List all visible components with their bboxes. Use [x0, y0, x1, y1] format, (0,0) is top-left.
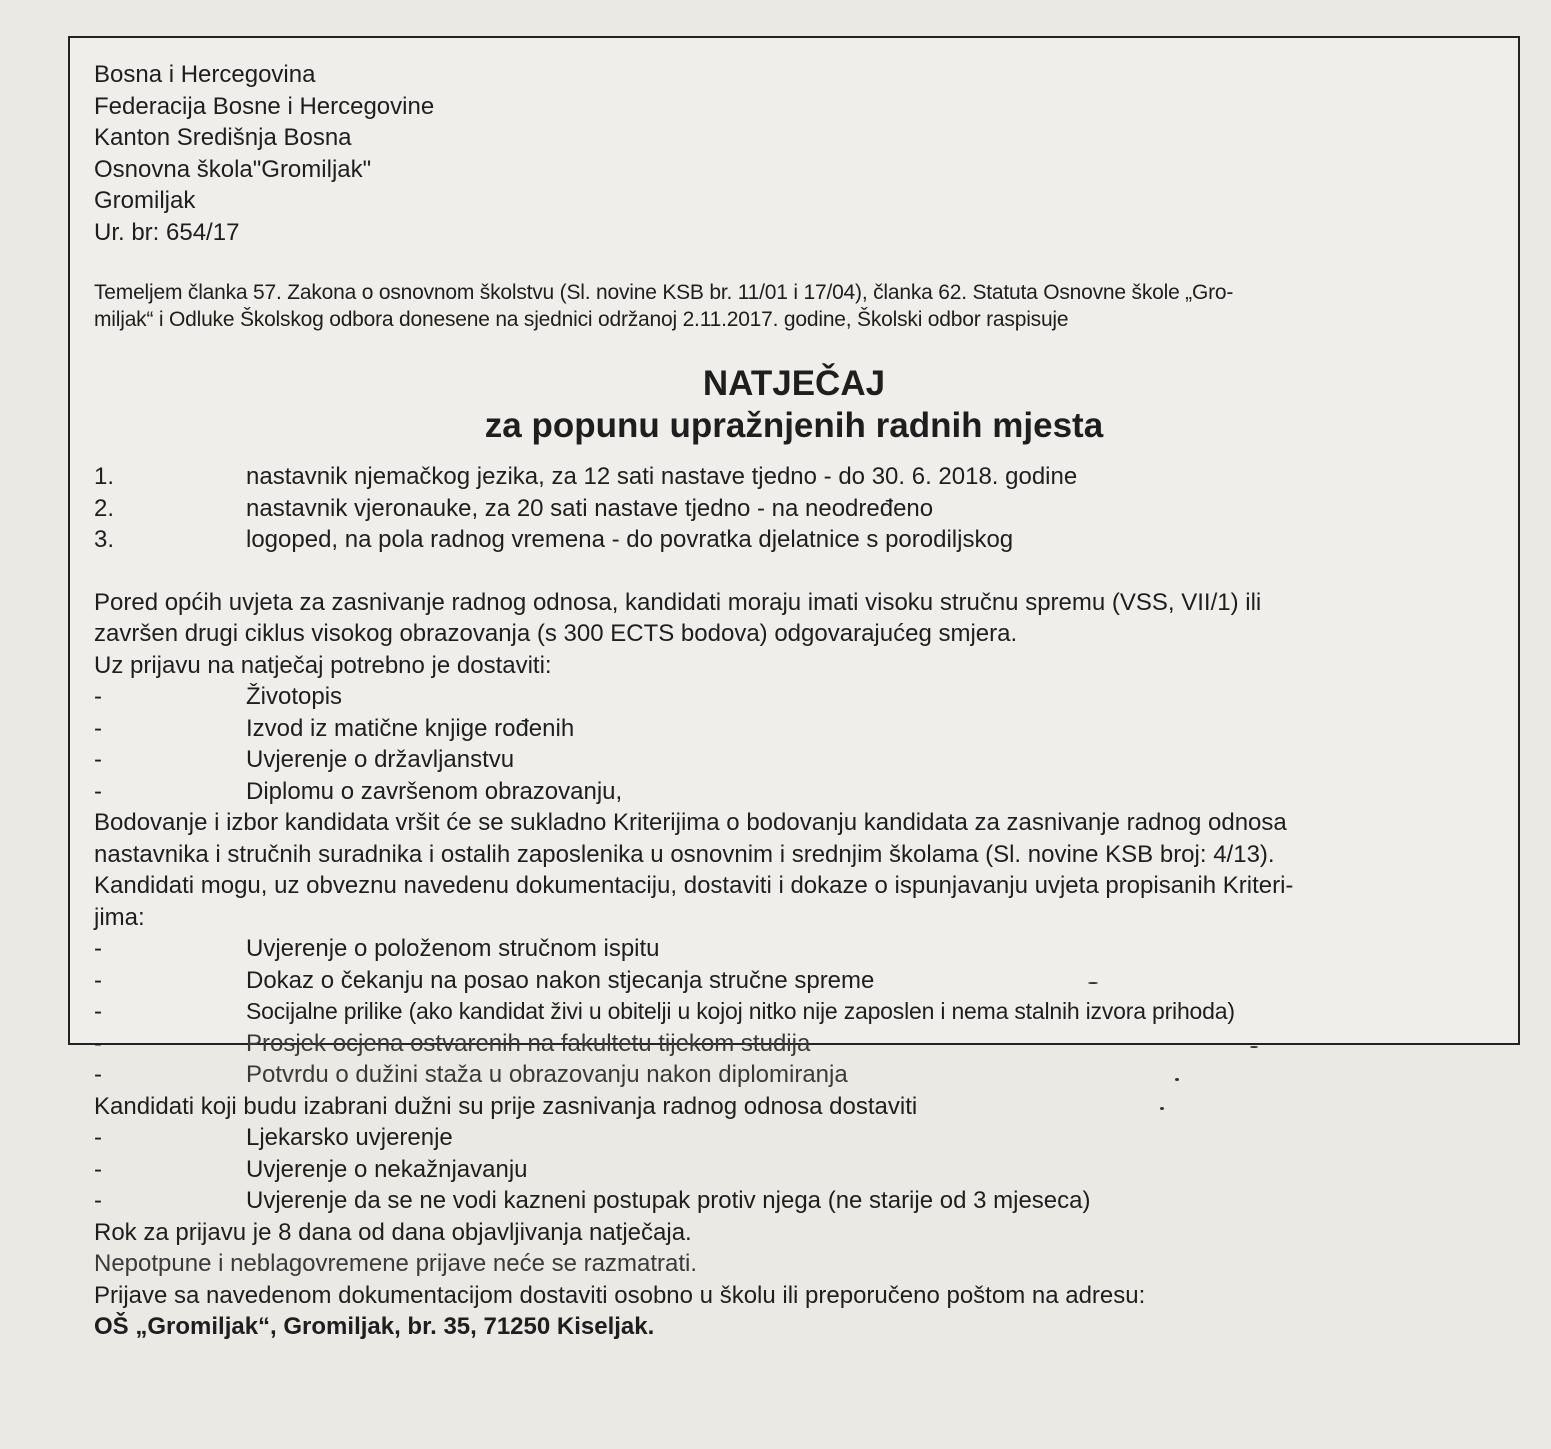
selected-doc-item — [94, 1154, 1494, 1186]
header-country: Bosna i Hercegovina — [94, 61, 316, 88]
intro-paragraph — [94, 279, 1494, 333]
dash-bullet: - — [94, 998, 102, 1025]
dash-bullet: - — [94, 777, 102, 805]
dash-bullet: - — [94, 1061, 102, 1088]
advertisement-content — [94, 59, 1494, 1343]
dash-bullet: - — [94, 683, 102, 710]
submission-text: Prijave sa navedenom dokumentacijom dostaviti osobno u školu ili preporučeno poštom na adresu: — [94, 1281, 1146, 1309]
position-item — [94, 524, 1494, 556]
header-canton: Kanton Središnja Bosna — [94, 124, 352, 151]
dash-bullet: - — [94, 1029, 102, 1057]
position-text: nastavnik vjeronauke, za 20 sati nastave tjedno - na neodređeno — [246, 494, 934, 522]
selected-intro: Kandidati koji budu izabrani dužni su prije zasnivanja radnog odnosa dostaviti — [94, 1092, 918, 1120]
print-speck — [1175, 1078, 1179, 1081]
header-place: Gromiljak — [94, 187, 196, 214]
position-number: 2. — [94, 494, 115, 522]
required-doc-text: Životopis — [246, 683, 343, 710]
scoring-line: Kandidati mogu, uz obveznu navedenu dokumentaciju, dostaviti i dokaze o ispunjavanju uvjeta propisanih Kriteri- — [94, 872, 1294, 899]
scoring-line: Bodovanje i izbor kandidata vršit će se sukladno Kriterijima o bodovanju kandidata za zasnivanje radnog odnosa — [94, 809, 1287, 836]
position-item — [94, 493, 1494, 525]
scoring-line: nastavnika i stručnih suradnika i ostalih zaposlenika u osnovnim i srednjim školama (Sl. novine KSB broj: 4/13). — [94, 840, 1275, 868]
deadline-text: Rok za prijavu je 8 dana od dana objavljivanja natječaja. — [94, 1218, 692, 1246]
dash-bullet: - — [94, 966, 102, 994]
conditions-line: završen drugi ciklus visokog obrazovanja (s 300 ECTS bodova) odgovarajućeg smjera. — [94, 620, 1018, 647]
header-school: Osnovna škola"Gromiljak" — [94, 155, 372, 183]
dash-bullet: - — [94, 746, 102, 773]
title-main: NATJEČAJ — [702, 364, 886, 403]
selected-doc-text: Uvjerenje o nekažnjavanju — [246, 1155, 528, 1183]
institution-header — [94, 59, 1494, 248]
required-doc-item — [94, 776, 1494, 808]
conditions-section — [94, 587, 1494, 1343]
selected-doc-item — [94, 1185, 1494, 1217]
criteria-doc-item — [94, 1059, 1494, 1091]
print-speck — [1088, 982, 1098, 984]
dash-bullet: - — [94, 714, 102, 742]
announcement-title — [94, 363, 1494, 447]
docs-intro: Uz prijavu na natječaj potrebno je dostaviti: — [94, 651, 552, 679]
criteria-doc-text: Dokaz o čekanju na posao nakon stjecanja stručne spreme — [246, 966, 875, 994]
title-subtitle: za popunu upražnjenih radnih mjesta — [484, 406, 1104, 445]
selected-doc-text: Uvjerenje da se ne vodi kazneni postupak protiv njega (ne starije od 3 mjeseca) — [246, 1187, 1091, 1214]
conditions-line: Pored općih uvjeta za zasnivanje radnog odnosa, kandidati moraju imati visoku stručnu spremu (VSS, VII/1) ili — [94, 588, 1262, 616]
dash-bullet: - — [94, 1155, 102, 1183]
required-doc-item — [94, 744, 1494, 776]
required-doc-item — [94, 681, 1494, 713]
header-reference-number: Ur. br: 654/17 — [94, 218, 240, 246]
school-address: OŠ „Gromiljak“, Gromiljak, br. 35, 71250 Kiseljak. — [94, 1313, 655, 1340]
criteria-doc-text: Prosjek ocjena ostvarenih na fakultetu tijekom studija — [246, 1029, 811, 1057]
position-item — [94, 461, 1494, 493]
criteria-doc-text: Socijalne prilike (ako kandidat živi u obitelji u kojoj nitko nije zaposlen i nema stalnih izvora prihoda) — [246, 998, 1235, 1024]
selected-doc-text: Ljekarsko uvjerenje — [246, 1124, 453, 1151]
required-doc-text: Uvjerenje o državljanstvu — [246, 746, 515, 773]
position-text: logoped, na pola radnog vremena - do povratka djelatnice s porodiljskog — [246, 526, 1014, 553]
criteria-doc-item — [94, 996, 1494, 1028]
selected-doc-item — [94, 1122, 1494, 1154]
required-doc-item — [94, 713, 1494, 745]
incomplete-applications-text: Nepotpune i neblagovremene prijave neće se razmatrati. — [94, 1250, 698, 1277]
criteria-doc-text: Potvrdu o dužini staža u obrazovanju nakon diplomiranja — [246, 1061, 848, 1088]
print-speck — [1160, 1107, 1164, 1110]
dash-bullet: - — [94, 1124, 102, 1151]
criteria-doc-item — [94, 965, 1494, 997]
position-number: 3. — [94, 526, 115, 553]
print-speck — [1250, 1046, 1258, 1048]
required-doc-text: Izvod iz matične knjige rođenih — [246, 714, 575, 742]
criteria-doc-text: Uvjerenje o položenom stručnom ispitu — [246, 935, 660, 962]
required-doc-text: Diplomu o završenom obrazovanju, — [246, 777, 623, 805]
scoring-line: jima: — [94, 903, 145, 931]
position-number: 1. — [94, 463, 115, 490]
intro-line: Temeljem članka 57. Zakona o osnovnom školstvu (Sl. novine KSB br. 11/01 i 17/04), članka 62. Statuta Osnovne škole „Gro- — [94, 281, 1234, 304]
intro-line: miljak“ i Odluke Školskog odbora donesene na sjednici održanoj 2.11.2017. godine, Školski odbor raspisuje — [94, 308, 1069, 331]
dash-bullet: - — [94, 1187, 102, 1214]
criteria-doc-item — [94, 933, 1494, 965]
dash-bullet: - — [94, 935, 102, 962]
positions-list — [94, 461, 1494, 556]
criteria-doc-item — [94, 1028, 1494, 1060]
header-federation: Federacija Bosne i Hercegovine — [94, 92, 435, 120]
position-text: nastavnik njemačkog jezika, za 12 sati nastave tjedno - do 30. 6. 2018. godine — [246, 463, 1078, 490]
